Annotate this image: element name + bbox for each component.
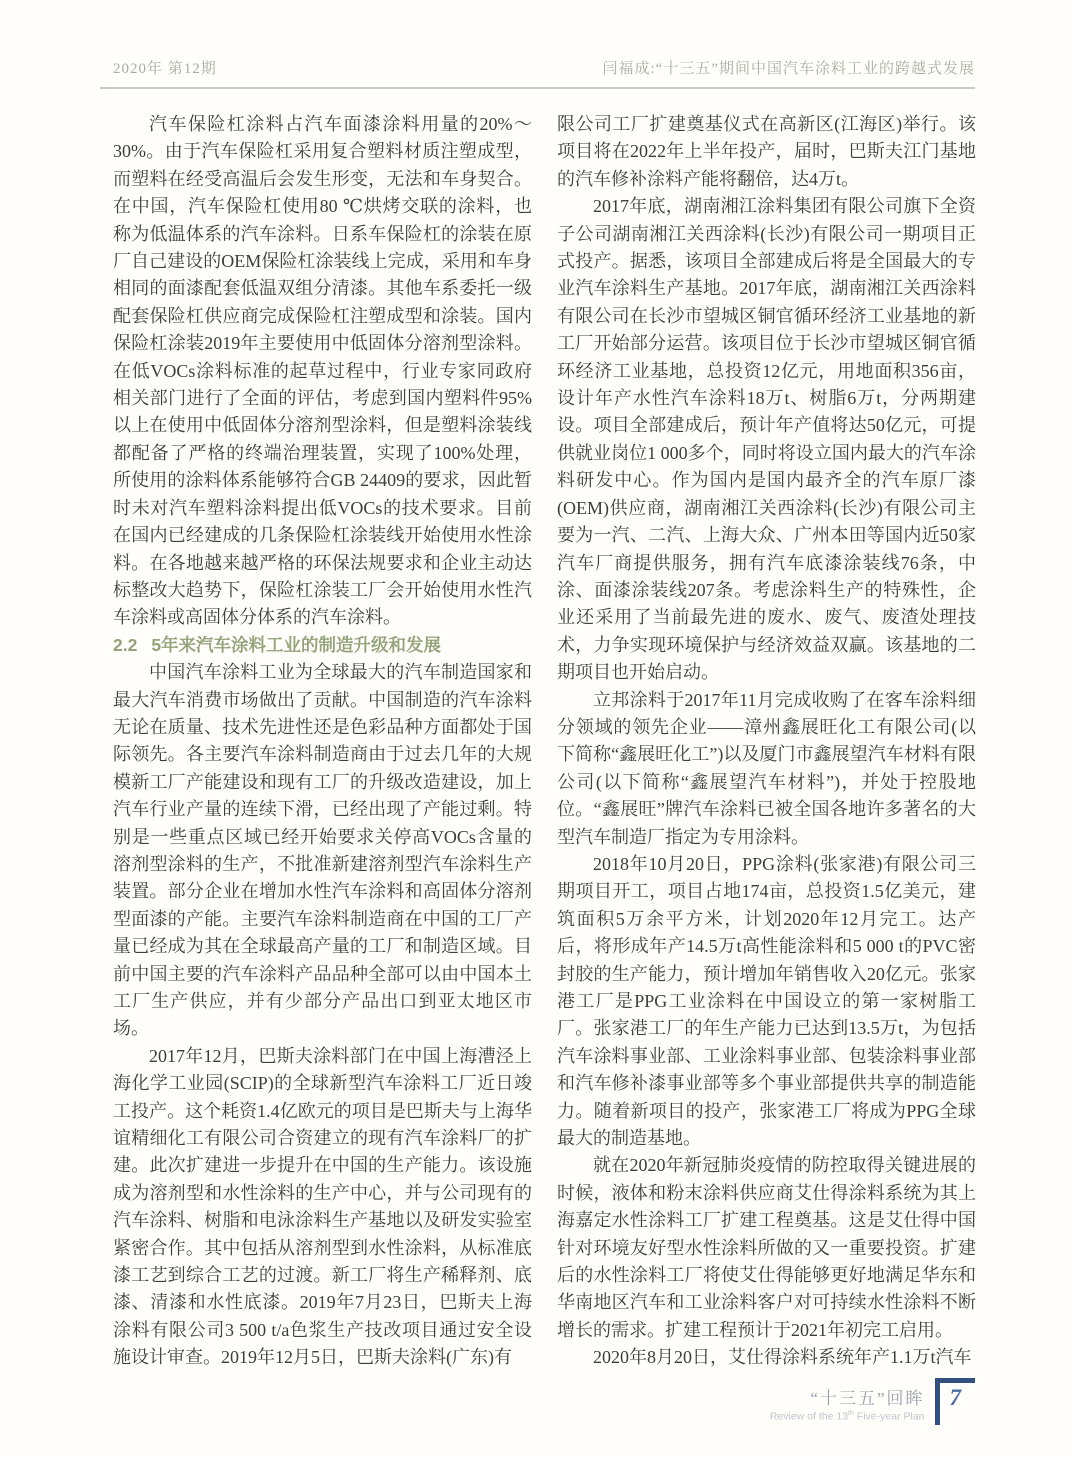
paragraph-nippon-acquisition: 立邦涂料于2017年11月完成收购了在客车涂料细分领域的领先企业——漳州鑫展旺化工有限公司(以下简称“鑫展旺化工”)以及厦门市鑫展望汽车材料有限公司(以下简称“鑫展望汽车材料”)，并处于控股地位。“鑫展旺”牌汽车涂料已被全国各地许多著名的大型汽车制造厂指定为专用涂料。 bbox=[557, 689, 976, 847]
section-title: 5年来汽车涂料工业的制造升级和发展 bbox=[151, 634, 442, 655]
left-column bbox=[113, 111, 532, 1372]
paragraph-industry-overview: 中国汽车涂料工业为全球最大的汽车制造国家和最大汽车消费市场做出了贡献。中国制造的汽车涂料无论在质量、技术先进性还是色彩品种方面都处于国际领先。各主要汽车涂料制造商由于过去几年的大规模新工厂产能建设和现有工厂的升级改造建设，加上汽车行业产量的连续下滑，已经出现了产能过剩。特别是一些重点区域已经开始要求关停高VOCs含量的溶剂型涂料的生产，不批准新建溶剂型汽车涂料生产装置。部分企业在增加水性汽车涂料和高固体分溶剂型面漆的产能。主要汽车涂料制造商在中国的工厂产量已经成为其在全球最高产量的工厂和制造区域。目前中国主要的汽车涂料产品品种全部可以由中国本土工厂生产供应，并有少部分产品出口到亚太地区市场。 bbox=[113, 662, 532, 1039]
footer-labels bbox=[770, 1378, 925, 1423]
right-column bbox=[557, 111, 976, 1372]
footer-en-superscript: th bbox=[848, 1410, 854, 1417]
body-columns bbox=[113, 111, 976, 1372]
paragraph-axalta-jiading: 就在2020年新冠肺炎疫情的防控取得关键进展的时候，液体和粉末涂料供应商艾仕得涂料系统为其上海嘉定水性涂料工厂扩建工程奠基。这是艾仕得中国针对环境友好型水性涂料所做的又一重要投资。扩建后的水性涂料工厂将使艾仕得能够更好地满足华东和华南地区汽车和工业涂料客户对可持续水性涂料不断增长的需求。扩建工程预计于2021年初完工启用。 bbox=[557, 1155, 976, 1340]
paragraph-basf-plant: 2017年12月，巴斯夫涂料部门在中国上海漕泾上海化学工业园(SCIP)的全球新型汽车涂料工厂近日竣工投产。这个耗资1.4亿欧元的项目是巴斯夫与上海华谊精细化工有限公司合资建立的现有汽车涂料厂的扩建。此次扩建进一步提升在中国的生产能力。该设施成为溶剂型和水性涂料的生产中心，并与公司现有的汽车涂料、树脂和电泳涂料生产基地以及研发实验室紧密合作。其中包括从溶剂型到水性涂料，从标准底漆工艺到综合工艺的过渡。新工厂将生产稀释剂、底漆、清漆和水性底漆。2019年7月23日，巴斯夫上海涂料有限公司3 500 t/a色浆生产技改项目通过安全设施设计审查。2019年12月5日，巴斯夫涂料(广东)有 bbox=[113, 1045, 532, 1368]
footer-en-prefix: Review of the 13 bbox=[769, 1410, 849, 1423]
page-number: 7 bbox=[949, 1385, 961, 1410]
page-header bbox=[113, 57, 975, 78]
paragraph-basf-continued: 限公司工厂扩建奠基仪式在高新区(江海区)举行。该项目将在2022年上半年投产，届时，巴斯夫江门基地的汽车修补涂料产能将翻倍，达4万t。 bbox=[557, 114, 976, 189]
footer-en-suffix: Five-year Plan bbox=[853, 1410, 925, 1423]
running-title: 闫福成:“十三五”期间中国汽车涂料工业的跨越式发展 bbox=[602, 61, 975, 77]
footer-title-en bbox=[770, 1410, 925, 1423]
paragraph-ppg-zhangjiagang: 2018年10月20日，PPG涂料(张家港)有限公司三期项目开工，项目占地174亩，总投资1.5亿美元，建筑面积5万余平方米，计划2020年12月完工。达产后，将形成年产14.5万t高性能涂料和5 000 t的PVC密封胶的生产能力，预计增加年销售收入20亿元。张家港工厂是PPG工业涂料在中国设立的第一家树脂工厂。张家港工厂的年生产能力已达到13.5万t，为包括汽车涂料事业部、工业涂料事业部、包装涂料事业部和汽车修补漆事业部等多个事业部提供共享的制造能力。随着新项目的投产，张家港工厂将成为PPG全球最大的制造基地。 bbox=[557, 853, 976, 1149]
footer-title-cn: “十三五”回眸 bbox=[810, 1389, 925, 1408]
issue-info: 2020年 第12期 bbox=[113, 61, 217, 77]
section-heading bbox=[113, 632, 532, 659]
paragraph-axalta-2020: 2020年8月20日，艾仕得涂料系统年产1.1万t汽车 bbox=[593, 1347, 972, 1368]
section-number: 2.2 bbox=[113, 634, 138, 655]
page-footer bbox=[770, 1378, 975, 1425]
page-number-box bbox=[935, 1378, 976, 1425]
paragraph-xiangjiang-kansai: 2017年底，湖南湘江涂料集团有限公司旗下全资子公司湖南湘江关西涂料(长沙)有限公司一期项目正式投产。据悉，该项目全部建成后将是全国最大的专业汽车涂料生产基地。2017年底，湖南湘江关西涂料有限公司在长沙市望城区铜官循环经济工业基地的新工厂开始部分运营。该项目位于长沙市望城区铜官循环经济工业基地，总投资12亿元，用地面积356亩，设计年产水性汽车涂料18万t、树脂6万t，分两期建设。项目全部建成后，预计年产值将达50亿元，可提供就业岗位1 000多个，同时将设立国内最大的汽车涂料研发中心。作为国内是国内最齐全的汽车原厂漆(OEM)供应商，湖南湘江关西涂料(长沙)有限公司主要为一汽、二汽、上海大众、广州本田等国内近50家汽车厂商提供服务，拥有汽车底漆涂装线76条，中涂、面漆涂装线207条。考虑涂料生产的特殊性，企业还采用了当前最先进的废水、废气、废渣处理技术，力争实现环境保护与经济效益双赢。该基地的二期项目也开始启动。 bbox=[557, 196, 976, 683]
paragraph-bumper-coatings: 汽车保险杠涂料占汽车面漆涂料用量的20%～30%。由于汽车保险杠采用复合塑料材质注塑成型，而塑料在经受高温后会发生形变，无法和车身契合。在中国，汽车保险杠使用80 ℃烘烤交联的涂料，也称为低温体系的汽车涂料。日系车保险杠的涂装在原厂自己建设的OEM保险杠涂装线上完成，采用和车身相同的面漆配套低温双组分清漆。其他车系委托一级配套保险杠供应商完成保险杠注塑成型和涂装。国内保险杠涂装2019年主要使用中低固体分溶剂型涂料。在低VOCs涂料标准的起草过程中，行业专家同政府相关部门进行了全面的评估，考虑到国内塑料件95%以上在使用中低固体分溶剂型涂料，但是塑料涂装线都配备了严格的终端治理装置，实现了100%处理，所使用的涂料体系能够符合GB 24409的要求，因此暂时未对汽车塑料涂料提出低VOCs的技术要求。目前在国内已经建成的几条保险杠涂装线开始使用水性涂料。在各地越来越严格的环保法规要求和企业主动达标整改大趋势下，保险杠涂装工厂会开始使用水性汽车涂料或高固体分体系的汽车涂料。 bbox=[113, 114, 532, 628]
header-divider bbox=[100, 87, 975, 89]
